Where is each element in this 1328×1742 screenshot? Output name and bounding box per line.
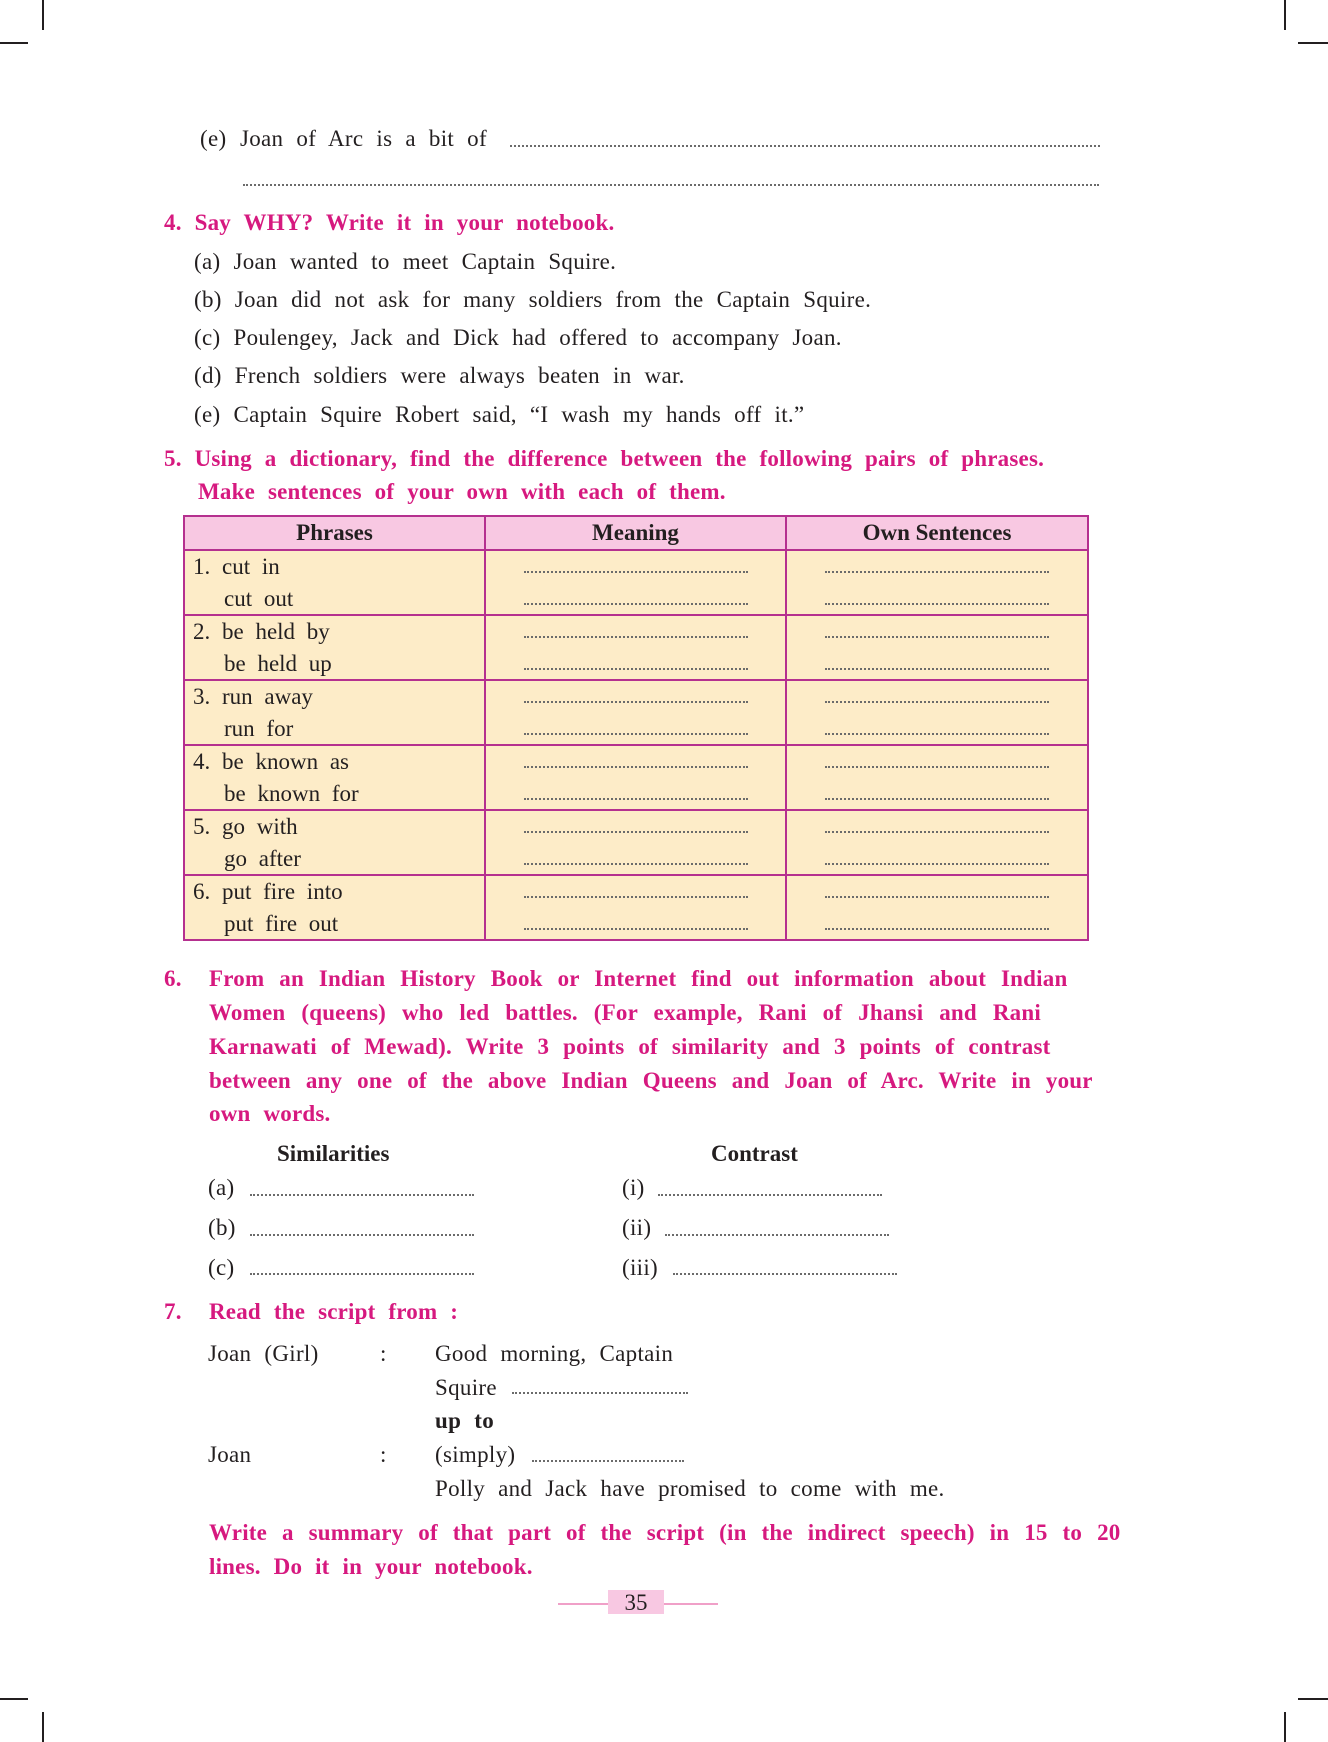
header-phrases: Phrases (184, 516, 485, 550)
q7-title: Read the script from : (209, 1299, 459, 1324)
q3e-text: Joan of Arc is a bit of (240, 126, 487, 151)
phrase-cell (184, 810, 485, 875)
crop-mark (42, 1712, 44, 1742)
table-row (184, 810, 1088, 875)
phrase-text: cut out (224, 586, 294, 611)
table-header-row (184, 516, 1088, 550)
colon: : (380, 1442, 387, 1467)
phrase-cell (184, 680, 485, 745)
phrase-text: be known for (224, 781, 359, 806)
q4-item: (e) Captain Squire Robert said, “I wash my hands off it.” (194, 402, 805, 427)
meaning-cell[interactable] (485, 550, 786, 615)
similarities-heading: Similarities (277, 1141, 390, 1166)
crop-mark (1284, 0, 1286, 30)
phrase-cell (184, 615, 485, 680)
q5-title: 5. Using a dictionary, find the difference between the following pairs of phrases. (164, 446, 1045, 471)
phrase-text: go after (224, 846, 301, 871)
contrast-heading: Contrast (711, 1141, 798, 1166)
answer-line[interactable] (250, 1234, 474, 1236)
crop-mark (0, 42, 28, 44)
colon: : (380, 1341, 387, 1366)
answer-line[interactable] (243, 184, 1099, 186)
table-row (184, 745, 1088, 810)
q6-text-line: From an Indian History Book or Internet find out information about Indian (209, 966, 1068, 991)
answer-line[interactable] (658, 1194, 882, 1196)
sentence-cell[interactable] (786, 810, 1088, 875)
similarity-label: (b) (208, 1215, 236, 1240)
q4-item: (a) Joan wanted to meet Captain Squire. (194, 249, 617, 274)
q4-title: 4. Say WHY? Write it in your notebook. (164, 210, 615, 235)
meaning-cell[interactable] (485, 680, 786, 745)
q6-text-line: Karnawati of Mewad). Write 3 points of similarity and 3 points of contrast (209, 1034, 1051, 1059)
meaning-cell[interactable] (485, 875, 786, 940)
sentence-cell[interactable] (786, 745, 1088, 810)
summary-instruction: Write a summary of that part of the script (in the indirect speech) in 15 to 20 (209, 1520, 1121, 1545)
table-row (184, 615, 1088, 680)
contrast-label: (i) (622, 1175, 645, 1200)
phrase-text: 6. put fire into (193, 879, 343, 904)
script-line: Polly and Jack have promised to come with me. (435, 1476, 945, 1501)
speaker-name: Joan (208, 1442, 252, 1467)
answer-line[interactable] (512, 1392, 688, 1394)
answer-line[interactable] (665, 1234, 889, 1236)
phrase-cell (184, 745, 485, 810)
q5-title-cont: Make sentences of your own with each of them. (198, 479, 726, 504)
meaning-cell[interactable] (485, 810, 786, 875)
crop-mark (0, 1698, 28, 1700)
sentence-cell[interactable] (786, 875, 1088, 940)
q4-item: (d) French soldiers were always beaten in war. (194, 363, 685, 388)
crop-mark (1284, 1712, 1286, 1742)
header-meaning: Meaning (485, 516, 786, 550)
phrase-text: run for (224, 716, 294, 741)
script-line: Good morning, Captain (435, 1341, 674, 1366)
phrase-text: put fire out (224, 911, 339, 936)
meaning-cell[interactable] (485, 745, 786, 810)
page-number: 35 (624, 1590, 648, 1615)
answer-line[interactable] (250, 1194, 474, 1196)
sentence-cell[interactable] (786, 550, 1088, 615)
table-row (184, 875, 1088, 940)
answer-line[interactable] (250, 1273, 474, 1275)
meaning-cell[interactable] (485, 615, 786, 680)
phrase-text: 5. go with (193, 814, 298, 839)
contrast-label: (ii) (622, 1215, 652, 1240)
answer-line[interactable] (532, 1460, 684, 1462)
q3e-label: (e) (200, 126, 227, 151)
header-own-sentences: Own Sentences (786, 516, 1088, 550)
script-line: Squire (435, 1375, 497, 1400)
q7-number: 7. (164, 1299, 182, 1324)
phrase-cell (184, 875, 485, 940)
script-line: (simply) (435, 1442, 516, 1467)
phrase-text: 2. be held by (193, 619, 330, 644)
sentence-cell[interactable] (786, 615, 1088, 680)
phrases-table (183, 515, 1089, 941)
crop-mark (1298, 1698, 1328, 1700)
phrase-text: 3. run away (193, 684, 313, 709)
phrase-text: be held up (224, 651, 332, 676)
crop-mark (42, 0, 44, 30)
contrast-label: (iii) (622, 1255, 658, 1280)
q4-item: (c) Poulengey, Jack and Dick had offered to accompany Joan. (194, 325, 842, 350)
summary-instruction-cont: lines. Do it in your notebook. (209, 1554, 533, 1579)
q6-number: 6. (164, 966, 182, 991)
phrase-text: 1. cut in (193, 554, 280, 579)
crop-mark (1298, 42, 1328, 44)
similarity-label: (c) (208, 1255, 235, 1280)
similarity-label: (a) (208, 1175, 235, 1200)
q4-item: (b) Joan did not ask for many soldiers from the Captain Squire. (194, 287, 872, 312)
up-to-label: up to (435, 1408, 494, 1433)
speaker-name: Joan (Girl) (208, 1341, 319, 1366)
phrase-cell (184, 550, 485, 615)
answer-line[interactable] (673, 1273, 897, 1275)
q6-text-line: own words. (209, 1101, 331, 1126)
q6-text-line: between any one of the above Indian Queens and Joan of Arc. Write in your (209, 1068, 1093, 1093)
sentence-cell[interactable] (786, 680, 1088, 745)
answer-line[interactable] (510, 145, 1100, 147)
table-row (184, 680, 1088, 745)
table-row (184, 550, 1088, 615)
q6-text-line: Women (queens) who led battles. (For example, Rani of Jhansi and Rani (209, 1000, 1041, 1025)
phrase-text: 4. be known as (193, 749, 349, 774)
